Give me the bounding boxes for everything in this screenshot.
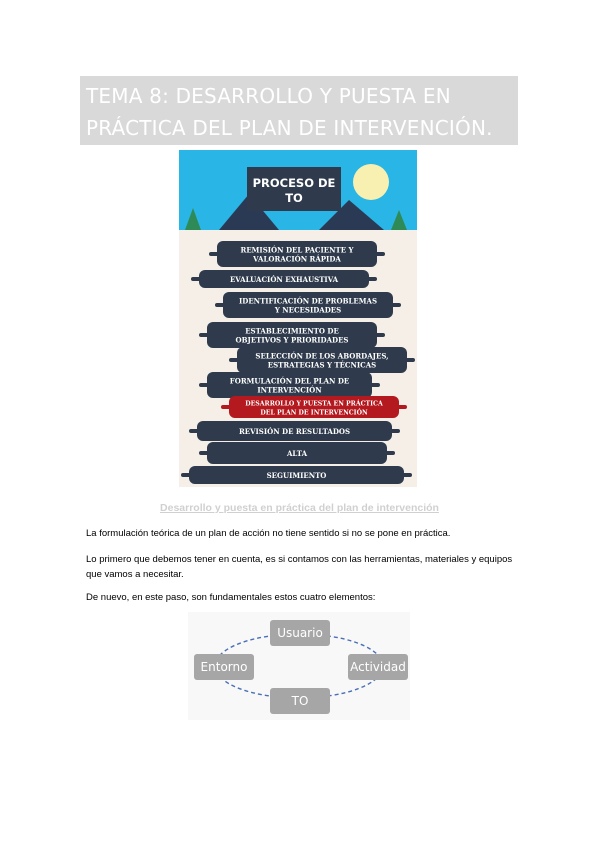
node-entorno: Entorno bbox=[194, 654, 254, 680]
paragraph-1: La formulación teórica de un plan de acción no tiene sentido si no se pone en práctica. bbox=[86, 528, 451, 539]
title-line-1: TEMA 8: DESARROLLO Y PUESTA EN bbox=[86, 84, 451, 108]
process-step-5 bbox=[229, 347, 415, 373]
step-label: DESARROLLO Y PUESTA EN PRÁCTICA bbox=[245, 400, 383, 408]
process-step-6 bbox=[199, 372, 380, 398]
header-line-1: PROCESO DE bbox=[252, 176, 336, 190]
title-band bbox=[80, 76, 518, 145]
sun-shape bbox=[353, 164, 389, 200]
step-label: DEL PLAN DE INTERVENCIÓN bbox=[260, 409, 368, 417]
process-step-10 bbox=[181, 466, 412, 484]
paragraph-3: De nuevo, en este paso, son fundamentales estos cuatro elementos: bbox=[86, 592, 376, 603]
step-label: EVALUACIÓN EXHAUSTIVA bbox=[229, 275, 339, 284]
process-step-4 bbox=[199, 322, 385, 348]
step-label: REVISIÓN DE RESULTADOS bbox=[238, 427, 351, 436]
figure-caption: Desarrollo y puesta en práctica del plan de intervención bbox=[160, 502, 439, 514]
node-actividad: Actividad bbox=[348, 654, 408, 680]
process-step-3 bbox=[215, 292, 401, 318]
process-step-2 bbox=[191, 270, 377, 288]
four-elements-cycle bbox=[188, 612, 410, 720]
step-label: REMISIÓN DEL PACIENTE Y bbox=[240, 245, 354, 255]
title-line-2: PRÁCTICA DEL PLAN DE INTERVENCIÓN. bbox=[86, 116, 493, 140]
step-label: ESTABLECIMIENTO DE bbox=[245, 326, 339, 336]
step-label: SELECCIÓN DE LOS ABORDAJES, bbox=[255, 351, 389, 361]
process-step-9 bbox=[199, 442, 395, 464]
step-label: SEGUIMIENTO bbox=[266, 471, 327, 480]
step-label: OBJETIVOS Y PRIORIDADES bbox=[235, 335, 349, 345]
step-label: VALORACIÓN RÁPIDA bbox=[253, 254, 341, 264]
step-label: IDENTIFICACIÓN DE PROBLEMAS bbox=[238, 296, 378, 306]
header-line-2: TO bbox=[285, 191, 303, 205]
process-step-7 bbox=[221, 396, 407, 418]
node-usuario: Usuario bbox=[270, 620, 330, 646]
process-steps bbox=[181, 241, 415, 484]
step-label: FORMULACIÓN DEL PLAN DE bbox=[229, 376, 350, 386]
process-infographic bbox=[179, 150, 417, 487]
step-label: INTERVENCIÓN bbox=[257, 385, 322, 395]
process-step-8 bbox=[189, 421, 400, 441]
step-label: ESTRATEGIAS Y TÉCNICAS bbox=[267, 360, 377, 370]
process-step-1 bbox=[209, 241, 385, 267]
process-infographic-svg bbox=[179, 150, 417, 487]
step-label: ALTA bbox=[286, 449, 308, 458]
paragraph-2: Lo primero que debemos tener en cuenta, es si contamos con las herramientas, materiales y equipos que vamos a necesitar. bbox=[86, 554, 513, 580]
step-label: Y NECESIDADES bbox=[274, 305, 342, 315]
node-to: TO bbox=[270, 688, 330, 714]
